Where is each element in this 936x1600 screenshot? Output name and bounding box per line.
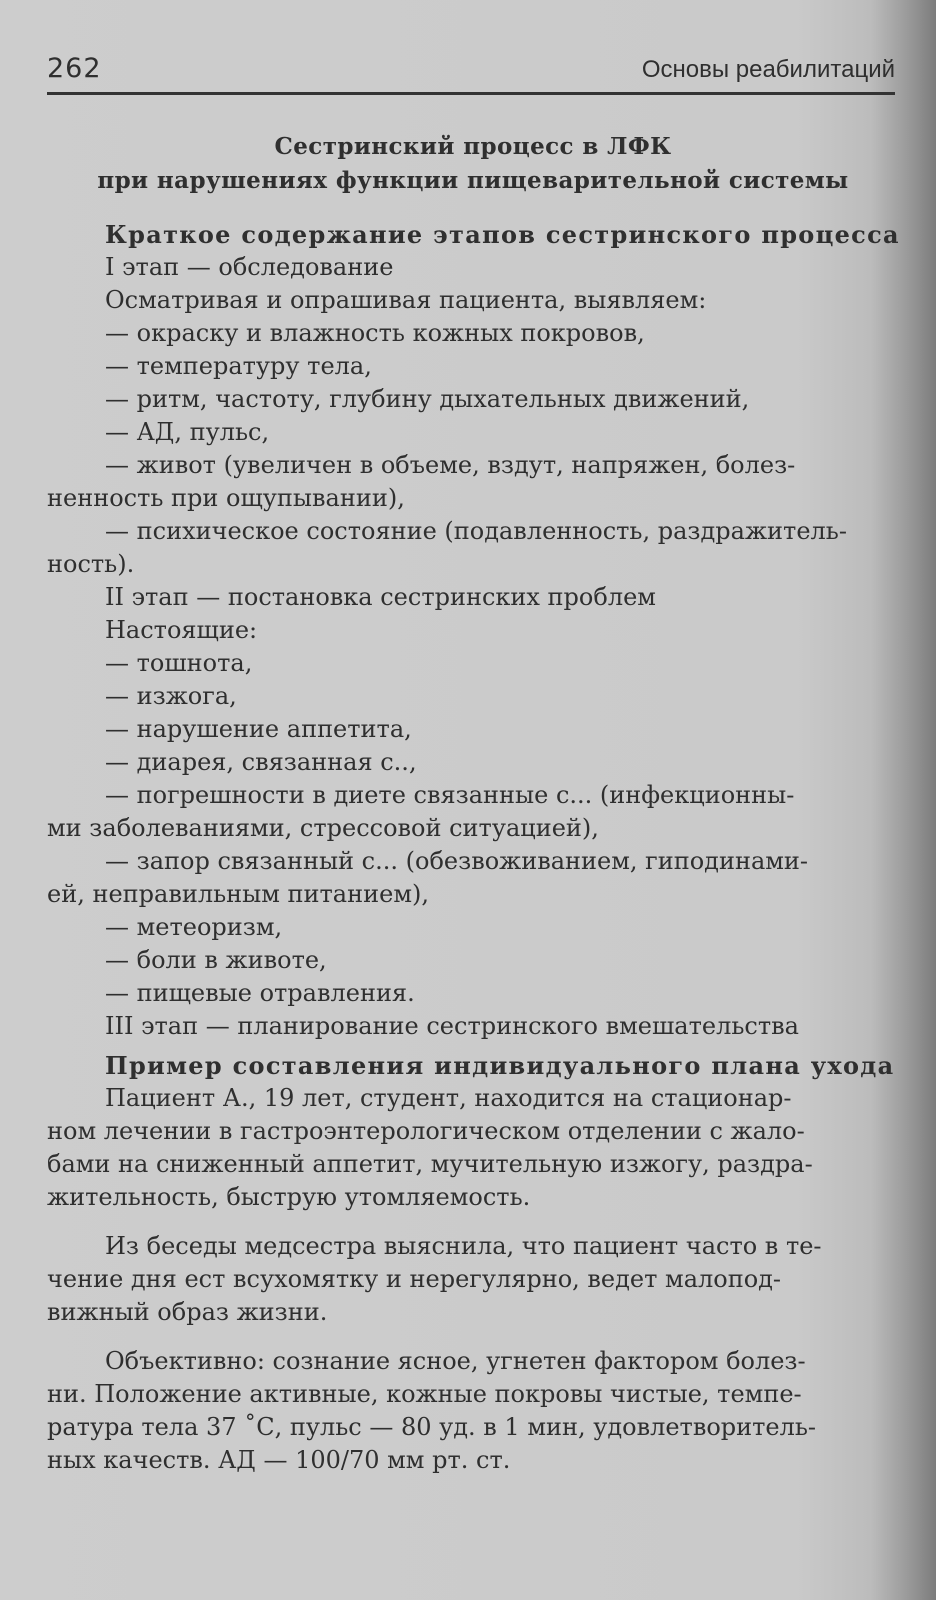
section-title-line: Сестринский процесс в ЛФК [274,133,672,160]
examination-item-continuation: ность). [47,550,135,578]
examination-item: — температуру тела, [105,352,372,380]
examination-item: — живот (увеличен в объеме, вздут, напряжен, болез- [105,451,796,479]
running-title: Основы реабилитаций [641,56,895,83]
paragraph-line: ратура тела 37 ˚С, пульс — 80 уд. в 1 мин, удовлетворитель- [47,1413,817,1441]
problem-item: — метеоризм, [105,913,283,941]
examination-intro: Осматривая и опрашивая пациента, выявляем: [105,286,707,314]
problem-item: — погрешности в диете связанные с... (инфекционны- [105,781,795,809]
summary-heading: Краткое содержание этапов сестринского процесса [105,220,900,249]
problem-item: — тошнота, [105,649,253,677]
paragraph-line: вижный образ жизни. [47,1298,328,1326]
paragraph-line: Объективно: сознание ясное, угнетен фактором болез- [105,1347,806,1375]
paragraph-line: Из беседы медсестра выяснила, что пациент часто в те- [105,1232,822,1260]
paragraph-line: чение дня ест всухомятку и нерегулярно, ведет малопод- [47,1265,782,1293]
current-problems-label: Настоящие: [105,616,258,644]
problem-item: — диарея, связанная с.., [105,748,417,776]
problem-item: — запор связанный с... (обезвоживанием, гиподинами- [105,847,809,875]
paragraph-line: Пациент А., 19 лет, студент, находится на стационар- [105,1084,792,1112]
examination-item-continuation: ненность при ощупывании), [47,484,405,512]
problem-item: — изжога, [105,682,237,710]
examination-item: — окраску и влажность кожных покровов, [105,319,645,347]
page-header [47,48,895,95]
example-heading: Пример составления индивидуального плана ухода [105,1051,895,1080]
examination-item: — психическое состояние (подавленность, раздражитель- [105,517,847,545]
problem-item-continuation: ей, неправильным питанием), [47,880,429,908]
examination-item: — АД, пульс, [105,418,270,446]
paragraph-line: бами на сниженный аппетит, мучительную изжогу, раздра- [47,1150,813,1178]
stage-1-heading: I этап — обследование [105,253,394,281]
problem-item: — пищевые отравления. [105,979,415,1007]
paragraph-line: ных качеств. АД — 100/70 мм рт. ст. [47,1446,511,1474]
stage-3-heading: III этап — планирование сестринского вмешательства [105,1012,799,1040]
problem-item: — нарушение аппетита, [105,715,412,743]
paragraph-line: ни. Положение активные, кожные покровы чистые, темпе- [47,1380,802,1408]
section-title-line: при нарушениях функции пищеварительной системы [97,167,849,194]
paragraph-line: жительность, быструю утомляемость. [47,1183,531,1211]
page-number: 262 [47,53,102,84]
problem-item: — боли в животе, [105,946,327,974]
stage-2-heading: II этап — постановка сестринских проблем [105,583,656,611]
examination-item: — ритм, частоту, глубину дыхательных движений, [105,385,750,413]
section-title [47,130,899,198]
problem-item-continuation: ми заболеваниями, стрессовой ситуацией), [47,814,599,842]
page-content [47,130,899,1477]
paragraph-line: ном лечении в гастроэнтерологическом отделении с жало- [47,1117,805,1145]
